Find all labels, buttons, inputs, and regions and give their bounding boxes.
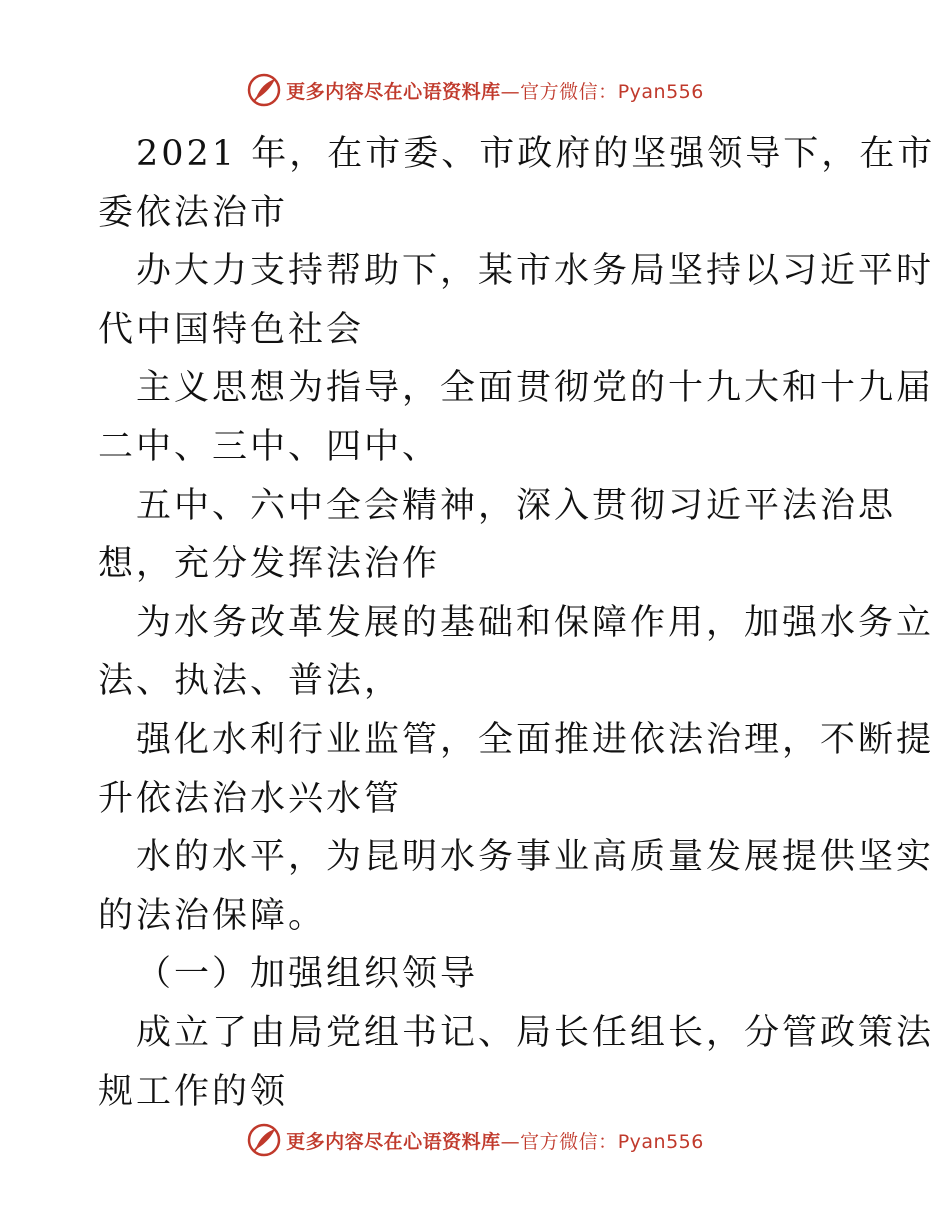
feather-pen-logo-icon [246,1122,282,1158]
text-line: 五中、六中全会精神，深入贯彻习近平法治思 [136,485,897,526]
footer-watermark [0,1120,950,1160]
header-watermark [0,70,950,110]
document-body [98,125,936,1121]
text-line: 委依法治市 [98,192,289,233]
watermark-wechat-id: Pyan556 [617,80,704,103]
watermark-text [286,77,704,104]
watermark-wechat-label: 官方微信： [520,80,618,103]
watermark-separator: — [500,1130,521,1153]
text-line: 2021 年，在市委、市政府的坚强领导下，在市 [136,134,936,174]
text-line: 升依法治水兴水管 [98,778,403,819]
text-line: 代中国特色社会 [98,309,365,350]
watermark-wechat-label: 官方微信： [520,1130,618,1153]
text-line: 水的水平，为昆明水务事业高质量发展提供坚实 [136,837,935,878]
text-line: 办大力支持帮助下，某市水务局坚持以习近平时 [136,251,935,292]
text-line: 成立了由局党组书记、局长任组长，分管政策法 [136,1012,935,1053]
section-heading: （一）加强组织领导 [136,954,479,995]
watermark-brand: 更多内容尽在心语资料库 [286,1130,501,1153]
watermark-separator: — [500,80,521,103]
watermark-wechat-id: Pyan556 [617,1130,704,1153]
text-line: 的法治保障。 [98,895,327,936]
text-line: 二中、三中、四中、 [98,426,441,467]
text-line: 法、执法、普法， [98,661,403,702]
text-line: 想，充分发挥法治作 [98,544,441,585]
watermark-text [286,1127,704,1154]
text-line: 为水务改革发展的基础和保障作用，加强水务立 [136,602,935,643]
text-line: 主义思想为指导，全面贯彻党的十九大和十九届 [136,368,935,409]
feather-pen-logo-icon [246,72,282,108]
text-line: 强化水利行业监管，全面推进依法治理，不断提 [136,719,935,760]
watermark-brand: 更多内容尽在心语资料库 [286,80,501,103]
text-line: 规工作的领 [98,1071,289,1112]
